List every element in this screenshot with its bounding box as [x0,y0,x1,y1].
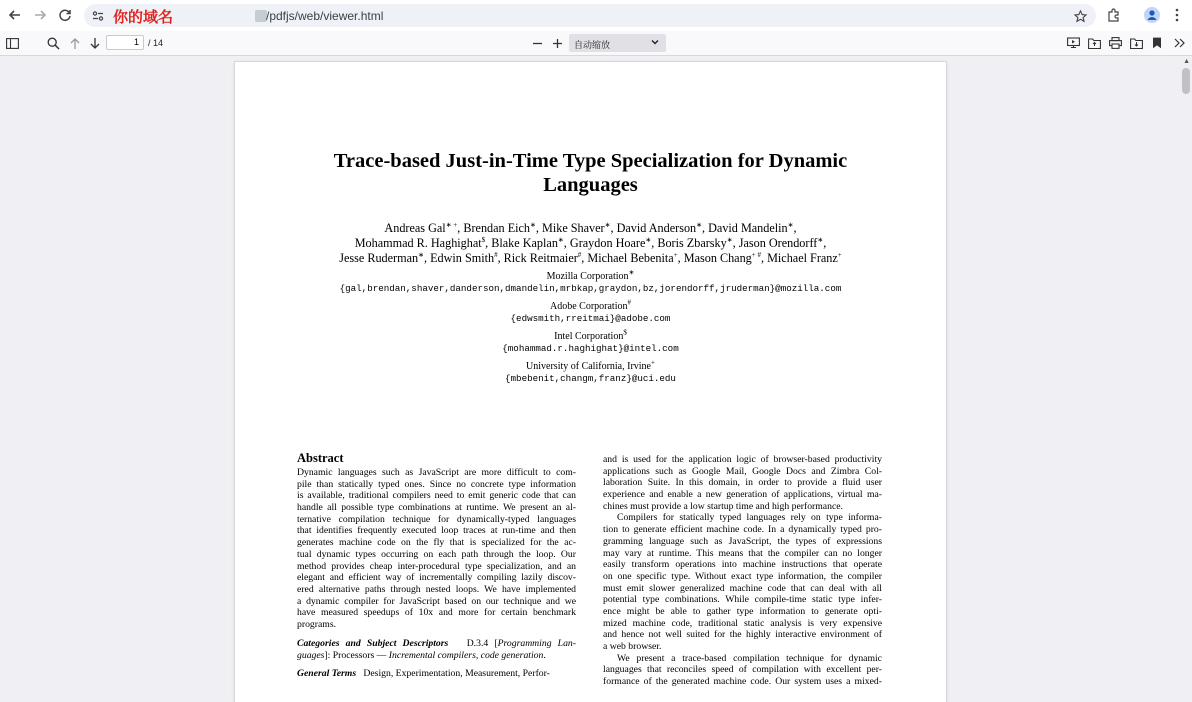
forward-button[interactable] [30,5,50,25]
page-count-label: / 14 [148,38,164,48]
author-name: , Mason Chang [677,251,752,265]
pdf-toolbar [0,31,1192,56]
open-file-icon [1088,38,1101,49]
find-button[interactable] [44,34,62,52]
zoom-select-value: 自动缩放 [574,41,611,51]
kebab-menu-icon [1175,8,1179,22]
author-affiliation-mark: ∗ [418,250,424,259]
text-line: pile than statically typed ones. Since no concrete type information [297,478,576,490]
text-line: Compilers for statically typed languages rely on type informa- [617,512,882,524]
text-line: easily transform operations into machine instructions that operate [603,559,882,571]
affiliation-mark: # [627,298,631,307]
page-number-input[interactable]: 1 [106,35,144,50]
text-line: have measured speedups of 10x and more for certain benchmark [297,607,576,619]
text-line: gramming language such as JavaScript, the types of expressions [603,535,882,547]
presentation-icon [1067,37,1080,49]
text-line: may vary at runtime. This means that the compiler can no longer [603,547,882,559]
author-affiliation-mark: $ [481,235,486,244]
scrollbar-thumb[interactable] [1182,68,1190,94]
text-line: ered alternative paths through nested loops. We have implemented [297,583,576,595]
descriptors-end: . [543,649,546,661]
text-line: tual dynamic types occurring on each path through the loop. Our [297,548,576,560]
back-button[interactable] [5,5,25,25]
minus-icon [532,38,543,49]
previous-page-button[interactable] [66,34,84,52]
author-line-2 [235,236,946,251]
general-terms-text: Design, Experimentation, Measurement, Perfor- [363,668,550,679]
double-chevron-right-icon [1174,38,1186,48]
text-line: experience and enable a new generation of applications, virtual ma- [603,489,882,501]
text-line: potential type combinations. While compile-time static type infer- [603,594,882,606]
pdf-page [235,62,946,702]
save-folder-icon [1130,38,1143,49]
avatar-icon [1144,7,1160,23]
site-info-icon[interactable] [90,8,106,24]
author-name: , Michael Bebenita [581,251,674,265]
text-line: and is used for the application logic of browser-based productivity [603,454,882,465]
text-line: tion to generate efficient machine code. In a dynamically typed pro- [603,524,882,536]
affiliation-name: Intel Corporation$ [554,328,627,342]
affiliation-mark: ∗ [628,268,635,277]
text-line: applications such as Google Mail, Google Docs and Zimbra Col- [603,465,882,477]
bookmark-button[interactable] [1148,34,1166,52]
descriptors-topic1: Programming Lan- [497,638,576,649]
download-button[interactable] [1127,34,1145,52]
author-affiliation-mark: + [673,250,678,259]
text-line: a dynamic compiler for JavaScript based on our technique and we [297,595,576,607]
print-button[interactable] [1106,34,1124,52]
reload-icon [58,8,72,22]
author-name: , David Mandelin [702,221,788,235]
author-affiliation-mark: ∗ [817,235,824,244]
descriptors-topic1b: guages [297,649,325,661]
author-name: , Mike Shaver [535,221,605,235]
author-name: , Graydon Hoare [563,236,646,250]
secondary-toolbar-toggle[interactable] [1171,34,1189,52]
search-icon [47,37,60,50]
text-line: and hence not well suited for the highly interactive environment of [603,629,882,641]
bookmark-icon [1152,37,1162,49]
text-line: mized machine code, traditional static analysis is very expensive [603,617,882,629]
chevron-down-icon [651,38,659,46]
text-line: is available, traditional compilers need to emit generic code that can [297,490,576,502]
author-name: , Brendan Eich [457,221,531,235]
author-affiliation-mark: + # [751,250,761,259]
affiliation-mark: $ [623,328,627,337]
text-line: programs. [297,618,337,630]
author-affiliation-mark: ∗ [696,220,703,229]
author-affiliation-mark: + [837,250,842,259]
text-line: generates machine code on the fly that is specialized for the ac- [297,537,576,549]
puzzle-icon [1107,8,1121,22]
author-line-3 [235,251,946,266]
author-affiliation-mark: ∗ [557,235,564,244]
affiliation-email: {mbebenit,changm,franz}@uci.edu [505,373,676,384]
open-file-button[interactable] [1085,34,1103,52]
text-line: formance of the generated machine code. Our system uses a mixed- [603,676,882,688]
right-column-text [603,454,882,688]
zoom-select[interactable] [569,34,666,52]
author-affiliation-mark: ∗ [530,220,536,229]
text-line: We present a trace-based compilation technique for dynamic [617,652,882,664]
descriptors-code: D.3.4 [ [466,638,498,649]
text-line: laboration Suite. In this domain, in order to provide a fluid user [603,477,882,489]
scroll-up-arrow-icon[interactable]: ▲ [1183,58,1190,65]
text-line: Dynamic languages such as JavaScript are more difficult to com- [297,467,576,478]
browser-toolbar [0,0,1192,31]
url-path: /pdfjs/web/viewer.html [266,9,384,23]
reload-button[interactable] [55,5,75,25]
general-terms [297,668,576,680]
author-line-1 [235,221,946,236]
author-name: , [793,221,797,235]
text-line: on one specific type. Without exact type information, the compiler [603,570,882,582]
arrow-down-icon [89,37,101,50]
author-affiliation-mark: # [494,250,498,259]
descriptors-rest: ]: Processors — [324,649,389,661]
author-name: , Edwin Smith [423,251,495,265]
affiliation-email: {edwsmith,rreitmai}@adobe.com [510,313,671,324]
url-domain: 你的域名 [113,8,174,26]
paper-title-line1: Trace-based Just-in-Time Type Specialization for Dynamic [333,150,848,172]
text-line: languages that reconciles speed of compilation with excellent per- [603,664,882,676]
arrow-left-icon [8,8,22,22]
text-line: a web browser. [603,641,662,652]
categories-descriptors [297,638,576,661]
arrow-right-icon [33,8,47,22]
affiliation-email: {mohammad.r.haghighat}@intel.com [502,343,679,354]
text-line: method provides cheap inter-procedural type specialization, and an [297,560,576,572]
next-page-button[interactable] [86,34,104,52]
profile-button[interactable] [1142,5,1162,25]
author-affiliation-mark: # [577,250,582,259]
author-name: , Blake Kaplan [485,236,558,250]
author-name: , [823,236,827,250]
zoom-out-button[interactable] [528,34,546,52]
viewer-scrollbar[interactable] [1180,56,1192,682]
affiliation-mark: + [651,358,655,367]
text-line: must emit slower generalized machine code that can deal with all [603,582,882,594]
author-affiliation-mark: ∗ [604,220,611,229]
zoom-in-button[interactable] [548,34,566,52]
arrow-up-icon [69,37,81,50]
sidebar-toggle-button[interactable] [3,34,21,52]
plus-icon [552,38,563,49]
address-bar[interactable] [84,4,1096,27]
text-line: ternative compilation technique for dynamically-typed languages [297,513,576,525]
text-line: ence might be able to gather type information to generate opti- [603,605,882,617]
affiliation-name: Adobe Corporation# [550,298,631,312]
author-affiliation-mark: ∗ [787,220,794,229]
text-line: elegant and efficient way of incrementally compiling lazily discov- [297,572,576,584]
bookmark-star-icon[interactable] [1070,6,1090,26]
sidebar-icon [6,38,19,49]
extensions-button[interactable] [1104,5,1124,25]
author-affiliation-mark: ∗ [645,235,652,244]
author-affiliation-mark: ∗ [726,235,733,244]
printer-icon [1109,37,1122,49]
presentation-mode-button[interactable] [1064,34,1082,52]
author-affiliation-mark: ∗ + [445,220,458,229]
general-terms-label: General Terms [297,668,357,679]
affiliation-name: University of California, Irvine+ [526,358,655,372]
descriptors-topic2: Incremental compilers, code generation [388,649,544,661]
author-name: Andreas Gal [384,221,446,235]
author-name: , Jason Orendorff [732,236,818,250]
chrome-menu-button[interactable] [1167,5,1187,25]
text-line: chines must provide a low startup time and high performance. [603,500,843,512]
abstract-heading: Abstract [297,451,344,465]
author-name: , Boris Zbarsky [651,236,727,250]
descriptors-label: Categories and Subject Descriptors [297,638,449,649]
author-name: Jesse Ruderman [339,251,419,265]
affiliation-name: Mozilla Corporation∗ [546,268,635,282]
author-name: Mohammad R. Haghighat [354,236,482,250]
affiliation-email: {gal,brendan,shaver,danderson,dmandelin,mrbkap,graydon,bz,jorendorff,jruderman}@mozilla.com [339,283,842,294]
paper-title-line2: Languages [543,174,638,196]
author-name: , Michael Franz [760,251,838,265]
author-name: , David Anderson [610,221,697,235]
text-line: handle all possible type combinations at runtime. We present an al- [297,502,576,514]
left-column-text [297,467,576,631]
text-line: that identifies frequently executed loop traces at run-time and then [297,525,576,537]
author-name: , Rick Reitmaier [497,251,578,265]
